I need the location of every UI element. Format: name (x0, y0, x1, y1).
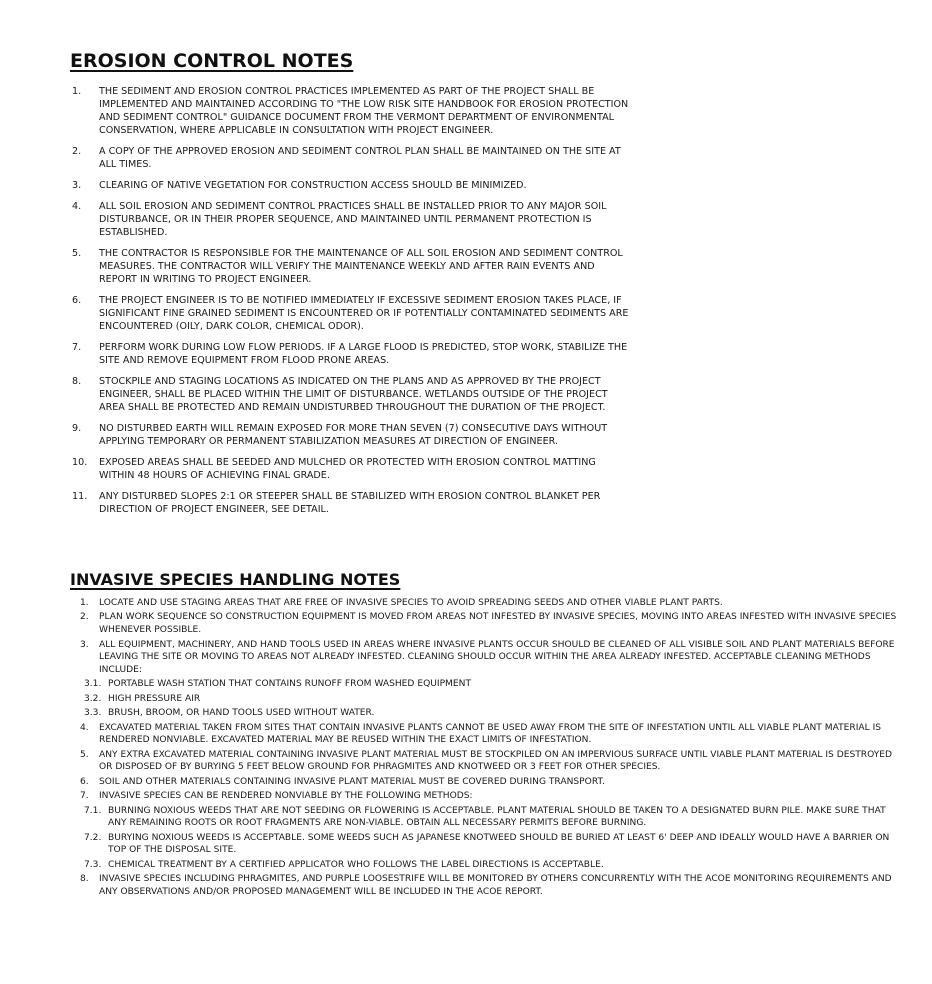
erosion-note-item (70, 145, 630, 171)
note-text: THE SEDIMENT AND EROSION CONTROL PRACTICES IMPLEMENTED AS PART OF THE PROJECT SHALL BE IMPLEMENTED AND MAINTAINED ACCORDING TO "THE LOW RISK SITE HANDBOOK FOR EROSION PROTECTION AND SEDIMENT CONTROL" GUIDANCE DOCUMENT FROM THE VERMONT DEPARTMENT OF ENVIRONMENTAL CONSERVATION, WHERE APPLICABLE IN CONSULTATION WITH PROJECT ENGINEER. (99, 86, 629, 137)
note-number: 7.2. (84, 832, 102, 843)
note-text: EXPOSED AREAS SHALL BE SEEDED AND MULCHED OR PROTECTED WITH EROSION CONTROL MATTING WITHIN 48 HOURS OF ACHIEVING FINAL GRADE. (99, 457, 596, 482)
note-text: PORTABLE WASH STATION THAT CONTAINS RUNOFF FROM WASHED EQUIPMENT (108, 679, 471, 690)
invasive-note-item (70, 859, 900, 872)
invasive-note-item (70, 873, 900, 898)
erosion-note-item (70, 247, 630, 286)
note-number: 3.3. (84, 708, 102, 719)
note-text: ANY EXTRA EXCAVATED MATERIAL CONTAINING INVASIVE PLANT MATERIAL MUST BE STOCKPILED ON AN IMPERVIOUS SURFACE UNTIL VIABLE PLANT MATERIAL IS DESTROYED OR DISPOSED OF BY BURYING 5 FEET BELOW GROUND FOR PHRAGMITES AND KNOTWEED OR 3 FEET FOR OTHER SPECIES. (99, 749, 893, 773)
note-text: THE CONTRACTOR IS RESPONSIBLE FOR THE MAINTENANCE OF ALL SOIL EROSION AND SEDIMENT CONTROL MEASURES. THE CONTRACTOR WILL VERIFY THE MAINTENANCE WEEKLY AND AFTER RAIN EVENTS AND REPORT IN WRITING TO PROJECT ENGINEER. (99, 248, 623, 286)
note-number: 3. (80, 639, 89, 650)
note-number: 2. (72, 146, 82, 158)
note-text: NO DISTURBED EARTH WILL REMAIN EXPOSED FOR MORE THAN SEVEN (7) CONSECUTIVE DAYS WITHOUT APPLYING TEMPORARY OR PERMANENT STABILIZATION MEASURES AT DIRECTION OF ENGINEER. (99, 423, 608, 448)
note-number: 5. (72, 248, 82, 260)
invasive-species-notes-list (70, 597, 900, 901)
note-number: 7. (72, 342, 82, 354)
erosion-note-item (70, 179, 630, 192)
note-number: 6. (72, 295, 82, 307)
note-text: PLAN WORK SEQUENCE SO CONSTRUCTION EQUIPMENT IS MOVED FROM AREAS NOT INFESTED BY INVASIVE SPECIES, MOVING INTO AREAS INFESTED WITH INVASIVE SPECIES WHENEVER POSSIBLE. (99, 612, 897, 636)
note-text: EXCAVATED MATERIAL TAKEN FROM SITES THAT CONTAIN INVASIVE PLANTS CANNOT BE USED AWAY FROM THE SITE OF INFESTATION UNTIL ALL VIABLE PLANT MATERIAL IS RENDERED NONVIABLE. EXCAVATED MATERIAL MAY BE REUSED WITHIN THE EXACT LIMITS OF INFESTATION. (99, 722, 882, 746)
invasive-note-item (70, 832, 900, 857)
note-number: 1. (80, 598, 89, 608)
note-text: BURNING NOXIOUS WEEDS THAT ARE NOT SEEDING OR FLOWERING IS ACCEPTABLE. PLANT MATERIAL SHOULD BE TAKEN TO A DESIGNATED BURN PILE. MAKE SURE THAT ANY REMAINING ROOTS OR ROOT FRAGMENTS ARE NON-VIABLE. OBTAIN ALL NECESSARY PERMITS BEFORE BURNING. (108, 805, 886, 829)
note-number: 5. (80, 749, 89, 760)
invasive-note-item (70, 805, 900, 830)
note-number: 9. (72, 423, 82, 435)
invasive-note-item (70, 707, 900, 720)
note-text: INVASIVE SPECIES CAN BE RENDERED NONVIABLE BY THE FOLLOWING METHODS: (99, 791, 473, 802)
note-text: THE PROJECT ENGINEER IS TO BE NOTIFIED IMMEDIATELY IF EXCESSIVE SEDIMENT EROSION TAKES PLACE, IF SIGNIFICANT FINE GRAINED SEDIMENT IS ENCOUNTERED OR IF POTENTIALLY CONTAMINATED SEDIMENTS ARE ENCOUNTERED (OILY, DARK COLOR, CHEMICAL ODOR). (99, 295, 629, 333)
note-number: 1. (72, 86, 82, 97)
invasive-note-item (70, 597, 900, 610)
invasive-note-item (70, 678, 900, 691)
invasive-note-item (70, 749, 900, 774)
note-text: ALL EQUIPMENT, MACHINERY, AND HAND TOOLS USED IN AREAS WHERE INVASIVE PLANTS OCCUR SHOULD BE CLEANED OF ALL VISIBLE SOIL AND PLANT MATERIALS BEFORE LEAVING THE SITE OR MOVING TO AREAS NOT ALREADY INFESTED. CLEANING SHOULD OCCUR WITHIN THE AREA ALREADY INFESTED. ACCEPTABLE CLEANING METHODS INCLUDE: (99, 639, 895, 675)
erosion-control-heading: EROSION CONTROL NOTES (70, 50, 354, 72)
erosion-note-item (70, 375, 630, 414)
note-text: BRUSH, BROOM, OR HAND TOOLS USED WITHOUT WATER. (108, 708, 375, 719)
note-number: 7.3. (84, 859, 102, 870)
note-text: ANY DISTURBED SLOPES 2:1 OR STEEPER SHALL BE STABILIZED WITH EROSION CONTROL BLANKET PER DIRECTION OF PROJECT ENGINEER, SEE DETAIL. (99, 491, 601, 516)
note-number: 3.2. (84, 693, 102, 704)
note-number: 8. (72, 376, 82, 388)
note-number: 4. (72, 201, 82, 213)
note-text: A COPY OF THE APPROVED EROSION AND SEDIMENT CONTROL PLAN SHALL BE MAINTAINED ON THE SITE AT ALL TIMES. (99, 146, 621, 171)
note-number: 3.1. (84, 679, 102, 690)
invasive-note-item (70, 790, 900, 803)
note-number: 3. (72, 180, 82, 192)
note-text: HIGH PRESSURE AIR (108, 693, 201, 704)
erosion-note-item (70, 341, 630, 367)
note-text: CHEMICAL TREATMENT BY A CERTIFIED APPLICATOR WHO FOLLOWS THE LABEL DIRECTIONS IS ACCEPTABLE. (108, 859, 604, 870)
note-text: CLEARING OF NATIVE VEGETATION FOR CONSTRUCTION ACCESS SHOULD BE MINIMIZED. (99, 180, 527, 192)
erosion-note-item (70, 490, 630, 516)
note-text: ALL SOIL EROSION AND SEDIMENT CONTROL PRACTICES SHALL BE INSTALLED PRIOR TO ANY MAJOR SOIL DISTURBANCE, OR IN THEIR PROPER SEQUENCE, AND MAINTAINED UNTIL PERMANENT PROTECTION IS ESTABLISHED. (99, 201, 607, 239)
note-text: LOCATE AND USE STAGING AREAS THAT ARE FREE OF INVASIVE SPECIES TO AVOID SPREADING SEEDS AND OTHER VIABLE PLANT PARTS. (99, 598, 723, 608)
note-text: STOCKPILE AND STAGING LOCATIONS AS INDICATED ON THE PLANS AND AS APPROVED BY THE PROJECT ENGINEER, SHALL BE PLACED WITHIN THE LIMIT OF DISTURBANCE. WETLANDS OUTSIDE OF THE PROJECT AREA SHALL BE PROTECTED AND REMAIN UNDISTURBED THROUGHOUT THE DURATION OF THE PROJECT. (99, 376, 608, 414)
invasive-note-item (70, 611, 900, 636)
note-text: BURYING NOXIOUS WEEDS IS ACCEPTABLE. SOME WEEDS SUCH AS JAPANESE KNOTWEED SHOULD BE BURIED AT LEAST 6' DEEP AND IDEALLY WOULD HAVE A BARRIER ON TOP OF THE DISPOSAL SITE. (108, 832, 890, 856)
note-number: 4. (80, 722, 89, 733)
invasive-note-item (70, 693, 900, 706)
note-number: 10. (72, 457, 88, 469)
invasive-note-item (70, 639, 900, 677)
invasive-note-item (70, 776, 900, 789)
erosion-note-item (70, 456, 630, 482)
note-number: 11. (72, 491, 88, 503)
note-number: 8. (80, 874, 89, 885)
note-number: 7. (80, 791, 89, 802)
erosion-note-item (70, 422, 630, 448)
invasive-species-heading: INVASIVE SPECIES HANDLING NOTES (70, 570, 401, 589)
erosion-note-item (70, 85, 630, 137)
note-number: 6. (80, 776, 89, 787)
erosion-control-notes-list (70, 85, 630, 524)
erosion-note-item (70, 200, 630, 239)
note-text: PERFORM WORK DURING LOW FLOW PERIODS. IF A LARGE FLOOD IS PREDICTED, STOP WORK, STABILIZE THE SITE AND REMOVE EQUIPMENT FROM FLOOD PRONE AREAS. (99, 342, 628, 367)
erosion-note-item (70, 294, 630, 333)
invasive-note-item (70, 722, 900, 747)
note-number: 7.1. (84, 805, 102, 816)
note-text: SOIL AND OTHER MATERIALS CONTAINING INVASIVE PLANT MATERIAL MUST BE COVERED DURING TRANSPORT. (99, 776, 605, 787)
note-number: 2. (80, 612, 89, 623)
note-text: INVASIVE SPECIES INCLUDING PHRAGMITES, AND PURPLE LOOSESTRIFE WILL BE MONITORED BY OTHERS CONCURRENTLY WITH THE ACOE MONITORING REQUIREMENTS AND ANY OBSERVATIONS AND/OR PROPOSED MANAGEMENT WILL BE INCLUDED IN THE ACOE REPORT. (99, 874, 892, 898)
